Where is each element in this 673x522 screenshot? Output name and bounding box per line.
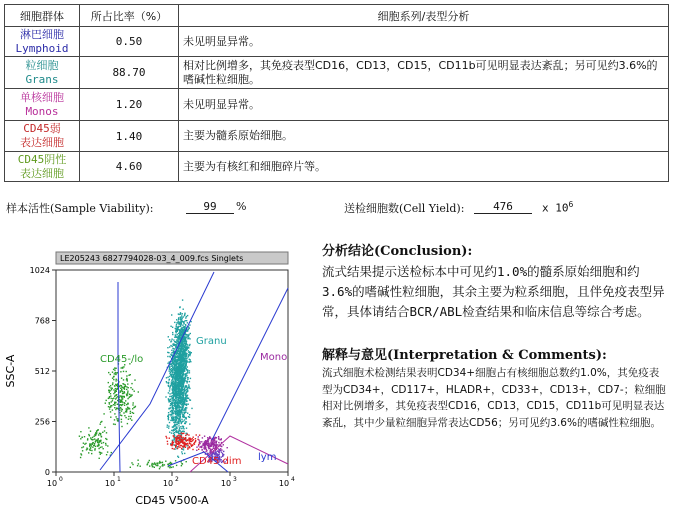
cell-yield-unit: x $10^6$	[542, 200, 574, 215]
y-tick-label: 512	[34, 367, 50, 376]
population-desc: 未见明显异常。	[179, 89, 669, 121]
scatter-plot-svg	[0, 236, 310, 518]
flow-cytometry-plot	[0, 236, 310, 518]
y-tick-label: 768	[34, 316, 50, 326]
x-tick-exponent: 3	[233, 476, 237, 483]
population-table	[4, 4, 669, 182]
interpretation-heading: 解释与意见(Interpretation & Comments):	[322, 348, 607, 363]
conclusion-section	[322, 240, 667, 431]
header-analysis: 细胞系列/表型分析	[179, 5, 669, 27]
y-tick-label: 256	[34, 417, 50, 427]
table-row	[5, 121, 669, 152]
x-tick-label: 10	[220, 479, 232, 488]
plot-title: LE205243 6827794028-03_4_009.fcs Singlets	[60, 254, 244, 263]
x-tick-exponent: 2	[175, 476, 179, 483]
population-ratio: 4.60	[80, 152, 179, 182]
population-desc: 未见明显异常。	[179, 27, 669, 57]
header-population: 细胞群体	[5, 5, 80, 27]
y-tick-label: 1024	[29, 266, 50, 275]
gate-label: CD45-/lo	[100, 354, 144, 365]
cell-yield-label: 送检细胞数(Cell Yield):	[344, 202, 465, 215]
population-name: 淋巴细胞 Lymphoid	[5, 27, 80, 57]
gate-label: Granu	[196, 336, 227, 347]
x-tick-label: 10	[278, 479, 290, 488]
gate-label: lym	[258, 452, 277, 463]
population-name: CD45阴性 表达细胞	[5, 152, 80, 182]
table-row	[5, 27, 669, 57]
population-desc: 主要为髓系原始细胞。	[179, 121, 669, 152]
table-row	[5, 57, 669, 89]
x-tick-exponent: 1	[117, 476, 121, 483]
population-ratio: 1.20	[80, 89, 179, 121]
population-name: 粒细胞 Grans	[5, 57, 80, 89]
gate-label: Mono	[260, 352, 288, 363]
x-tick-exponent: 4	[291, 476, 295, 483]
population-ratio: 88.70	[80, 57, 179, 89]
population-desc: 主要为有核红和细胞碎片等。	[179, 152, 669, 182]
header-ratio: 所占比率（%）	[80, 5, 179, 27]
viability-unit: %	[236, 200, 247, 213]
interpretation-text: 流式细胞术检测结果表明CD34+细胞占有核细胞总数约1.0%，其免疫表型为CD34+，CD117+，HLADR+，CD33+，CD13+，CD7-；粒细胞相对比例增多，其免疫表型CD16，CD13，CD15，CD11b可见明显表达紊乱，其中少量粒细胞异常表达CD56；另可见约3.6%的嗜碱性粒细胞。	[322, 367, 666, 429]
x-tick-label: 10	[46, 479, 58, 488]
population-desc: 相对比例增多，其免疫表型CD16，CD13，CD15，CD11b可见明显表达紊乱；另可见约3.6%的嗜碱性粒细胞。	[179, 57, 669, 89]
gate-label: CD45 dim	[192, 456, 242, 467]
x-axis-label: CD45 V500-A	[135, 494, 209, 507]
population-ratio: 1.40	[80, 121, 179, 152]
table-row	[5, 152, 669, 182]
x-tick-label: 10	[104, 479, 116, 488]
x-tick-label: 10	[162, 479, 174, 488]
population-ratio: 0.50	[80, 27, 179, 57]
table-row	[5, 89, 669, 121]
y-tick-label: 0	[44, 468, 50, 477]
viability-label: 样本活性(Sample Viability):	[6, 202, 154, 215]
cell-yield-value: 476	[474, 200, 532, 214]
y-axis-label: SSC-A	[4, 354, 17, 388]
conclusion-text: 流式结果提示送检标本中可见约1.0%的髓系原始细胞和约3.6%的嗜碱性粒细胞，其余主要为粒系细胞，且伴免疫表型异常，具体请结合BCR/ABL检查结果和临床信息等综合考虑。	[322, 264, 665, 319]
viability-value: 99	[186, 200, 234, 214]
x-tick-exponent: 0	[59, 476, 63, 483]
population-name: 单核细胞 Monos	[5, 89, 80, 121]
population-name: CD45弱 表达细胞	[5, 121, 80, 152]
conclusion-heading: 分析结论(Conclusion):	[322, 244, 473, 259]
